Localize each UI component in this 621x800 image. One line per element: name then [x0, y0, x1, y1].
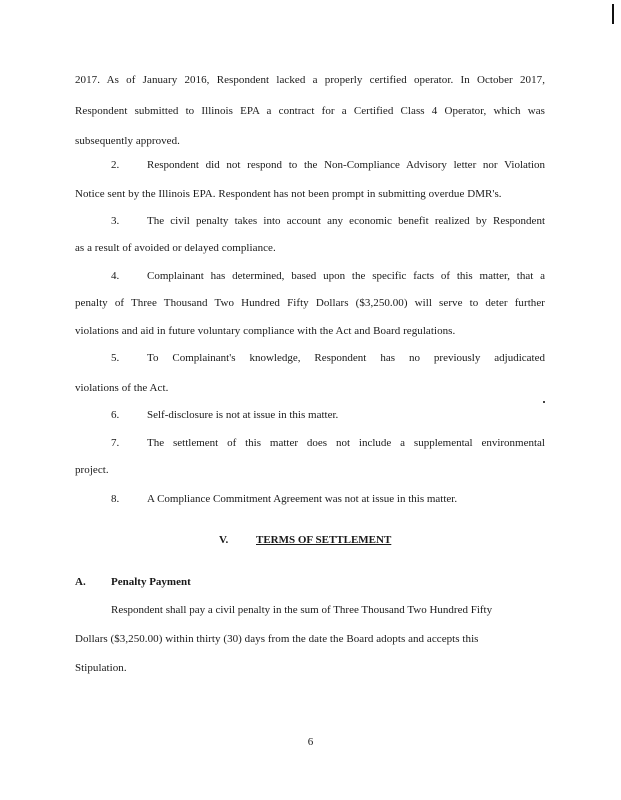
body-line: as a result of avoided or delayed compliance.: [75, 242, 276, 254]
body-line: Respondent submitted to Illinois EPA a contract for a Certified Class 4 Operator, which was: [75, 105, 545, 117]
item-number: 7.: [111, 437, 120, 449]
item-number: 2.: [111, 159, 120, 171]
scan-speck: [543, 401, 545, 403]
item-text: Self-disclosure is not at issue in this matter.: [147, 409, 339, 421]
body-line: Notice sent by the Illinois EPA. Respondent has not been prompt in submitting overdue DMR's.: [75, 188, 502, 200]
scan-edge-mark: [612, 4, 614, 24]
item-text: Respondent did not respond to the Non-Compliance Advisory letter nor Violation: [147, 159, 545, 171]
item-text: A Compliance Commitment Agreement was not at issue in this matter.: [147, 493, 458, 505]
body-line: violations of the Act.: [75, 382, 169, 394]
body-line: violations and aid in future voluntary compliance with the Act and Board regulations.: [75, 325, 456, 337]
item-number: 5.: [111, 352, 120, 364]
body-line: subsequently approved.: [75, 135, 180, 147]
body-line: project.: [75, 464, 109, 476]
item-number: 4.: [111, 270, 120, 282]
subsection-letter: A.: [75, 576, 86, 588]
item-number: 6.: [111, 409, 120, 421]
section-title: TERMS OF SETTLEMENT: [256, 534, 392, 546]
item-number: 3.: [111, 215, 120, 227]
item-text: The settlement of this matter does not include a supplemental environmental: [147, 437, 545, 449]
body-line: penalty of Three Thousand Two Hundred Fifty Dollars ($3,250.00) will serve to deter further: [75, 297, 545, 309]
section-numeral: V.: [219, 534, 229, 546]
item-text: To Complainant's knowledge, Respondent has no previously adjudicated: [147, 352, 545, 364]
penalty-line: Dollars ($3,250.00) within thirty (30) days from the date the Board adopts and accepts this: [75, 633, 479, 645]
subsection-title: Penalty Payment: [111, 576, 191, 588]
item-text: Complainant has determined, based upon the specific facts of this matter, that a: [147, 270, 545, 282]
item-number: 8.: [111, 493, 120, 505]
penalty-line: Respondent shall pay a civil penalty in the sum of Three Thousand Two Hundred Fifty: [111, 604, 493, 616]
item-text: The civil penalty takes into account any economic benefit realized by Respondent: [147, 215, 545, 227]
body-line: 2017. As of January 2016, Respondent lacked a properly certified operator. In October 2017,: [75, 74, 545, 86]
page-number: 6: [307, 736, 314, 748]
penalty-line: Stipulation.: [75, 662, 127, 674]
